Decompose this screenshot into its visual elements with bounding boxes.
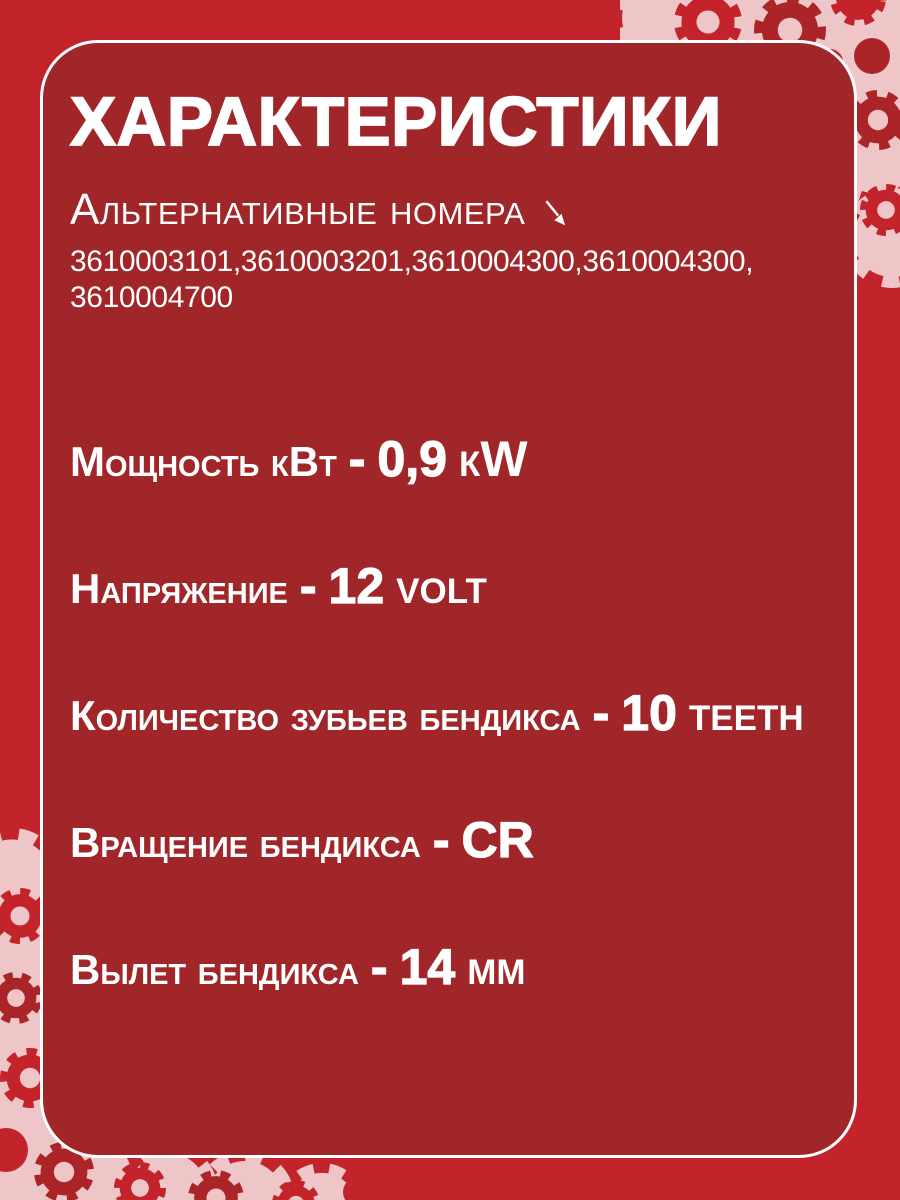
spec-row-pinion-travel [70,939,827,1005]
alt-numbers-line-2: 3610004700 [70,281,233,314]
spec-unit: мм [467,939,526,995]
spec-unit: кW [458,431,528,487]
spec-row-rotation [70,812,827,878]
spec-separator: - [299,558,317,614]
spec-value: 0,9 [377,431,447,487]
spec-value: 12 [328,558,385,614]
spec-row-voltage [70,558,827,624]
gear-icon [343,1177,373,1200]
alt-numbers-header [70,186,827,234]
spec-separator: - [348,431,366,487]
spec-label: Напряжение [70,565,288,612]
alt-numbers-value [70,244,827,316]
spec-separator: - [370,939,388,995]
spec-row-power [70,431,827,497]
spec-card [40,40,857,1158]
spec-row-teeth [70,685,827,751]
spec-label: Вылет бендикса [70,946,359,993]
spec-label: Мощность кВт [70,438,337,485]
spec-list [70,431,827,1005]
gear-icon [0,894,42,938]
gear-icon [854,38,890,74]
cursor-arrow-icon [541,198,571,230]
spec-label: Количество зубьев бендикса [70,692,581,739]
spec-label: Вращение бендикса [70,819,421,866]
spec-unit: teeth [688,685,804,741]
spec-value: 14 [399,939,456,995]
alt-numbers-line-1: 3610003101,3610003201,3610004300,3610004300, [70,245,754,278]
alt-numbers-label: Альтернативные номера [70,185,526,234]
spec-unit: volt [396,558,487,614]
spec-separator: - [592,685,610,741]
spec-value: CR [461,812,534,868]
gear-icon [866,190,900,231]
spec-separator: - [432,812,450,868]
spec-value: 10 [621,685,677,741]
page-title: ХАРАКТЕРИСТИКИ [70,83,722,160]
